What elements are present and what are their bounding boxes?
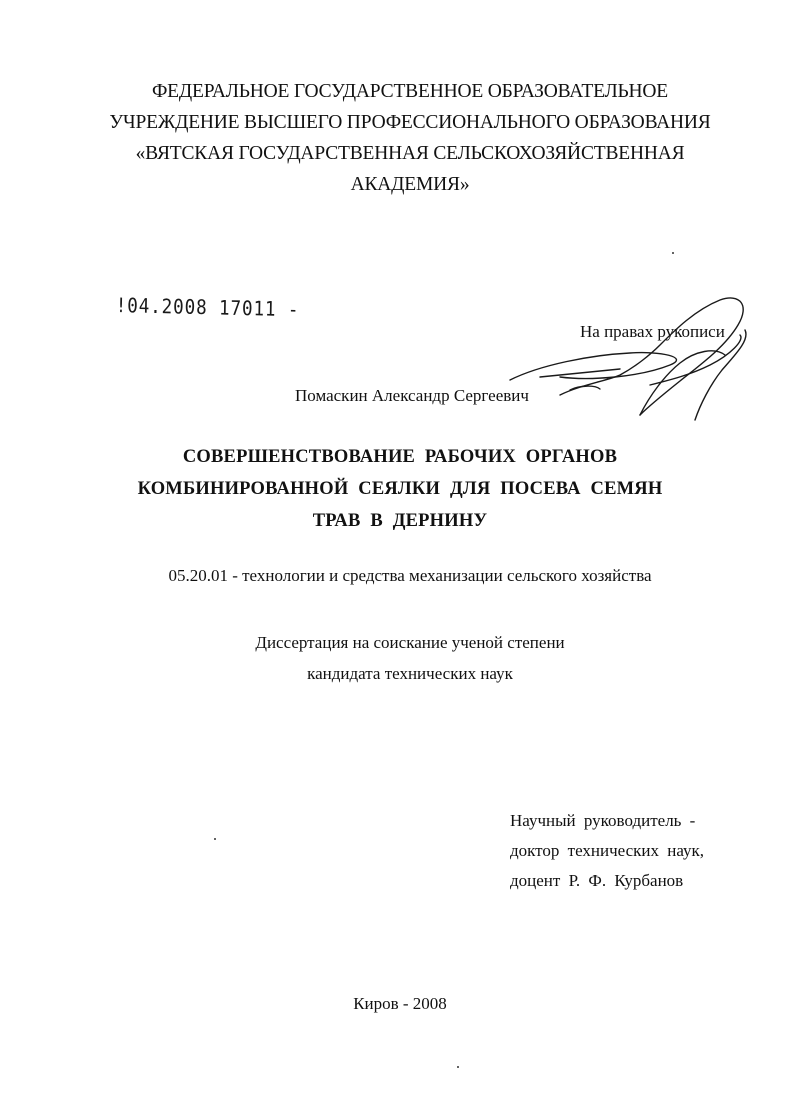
institution-line-3: «ВЯТСКАЯ ГОСУДАРСТВЕННАЯ СЕЛЬСКОХОЗЯЙСТВЕННАЯ bbox=[135, 143, 685, 164]
specialty-code: 05.20.01 - технологии и средства механизации сельского хозяйства bbox=[168, 566, 652, 585]
registration-stamp: !04.2008 17011 - bbox=[115, 293, 300, 322]
rights-note: На правах рукописи bbox=[580, 322, 725, 341]
title-line-3: ТРАВ В ДЕРНИНУ bbox=[312, 511, 488, 531]
city-year: Киров - 2008 bbox=[353, 994, 447, 1013]
institution-line-2: УЧРЕЖДЕНИЕ ВЫСШЕГО ПРОФЕССИОНАЛЬНОГО ОБРАЗОВАНИЯ bbox=[109, 112, 711, 133]
dissertation-title bbox=[90, 441, 710, 537]
institution-line-4: АКАДЕМИЯ» bbox=[350, 174, 470, 195]
scan-speck bbox=[457, 1066, 459, 1068]
supervisor-block bbox=[510, 806, 704, 896]
title-line-1: СОВЕРШЕНСТВОВАНИЕ РАБОЧИХ ОРГАНОВ bbox=[182, 447, 618, 467]
supervisor-line-3: доцент Р. Ф. Курбанов bbox=[510, 871, 684, 890]
title-line-2: КОМБИНИРОВАННОЙ СЕЯЛКИ ДЛЯ ПОСЕВА СЕМЯН bbox=[137, 479, 663, 499]
degree-statement bbox=[160, 627, 660, 689]
author-name: Помаскин Александр Сергеевич bbox=[295, 386, 529, 405]
institution-header bbox=[60, 76, 760, 200]
supervisor-line-2: доктор технических наук, bbox=[510, 841, 705, 860]
institution-line-1: ФЕДЕРАЛЬНОЕ ГОСУДАРСТВЕННОЕ ОБРАЗОВАТЕЛЬНОЕ bbox=[151, 81, 669, 102]
signature-icon bbox=[500, 285, 760, 435]
supervisor-line-1: Научный руководитель - bbox=[510, 811, 696, 830]
degree-line-2: кандидата технических наук bbox=[307, 664, 513, 683]
scan-speck bbox=[672, 252, 674, 254]
degree-line-1: Диссертация на соискание ученой степени bbox=[255, 633, 565, 652]
scan-speck bbox=[214, 838, 216, 840]
